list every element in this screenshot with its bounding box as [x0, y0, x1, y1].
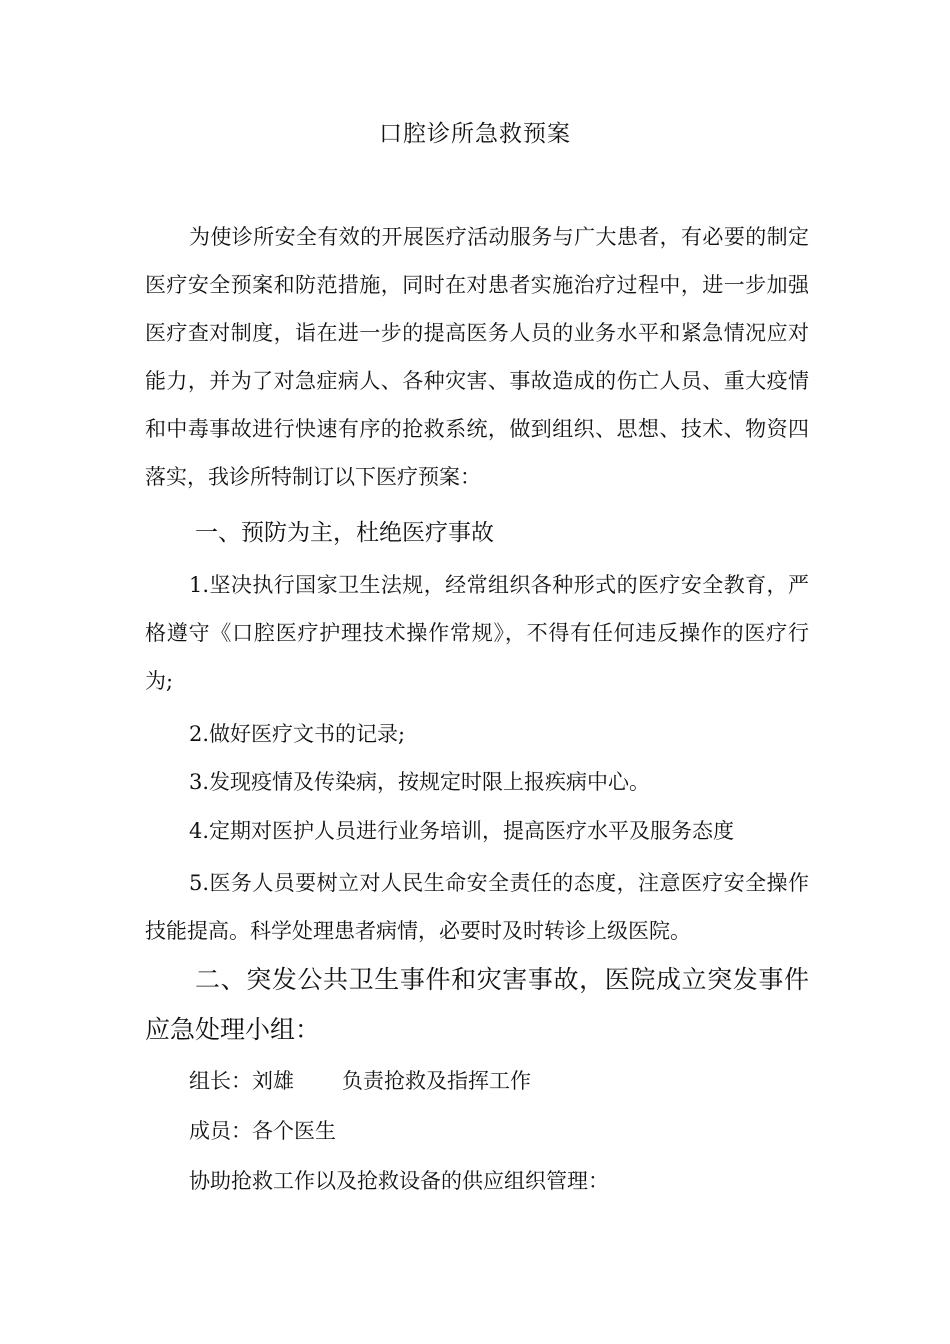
section1-item-3: 3.发现疫情及传染病，按规定时限上报疾病中心。 [189, 770, 651, 794]
leader-duty: 负责抢救及指挥工作 [342, 1069, 531, 1093]
section1-heading: 一、预防为主，杜绝医疗事故 [195, 520, 494, 546]
document-title: 口腔诊所急救预案 [379, 121, 571, 147]
leader-label: 组长：刘雄 [189, 1069, 294, 1093]
section1-item-2: 2.做好医疗文书的记录; [189, 722, 406, 746]
section1-item-4: 4.定期对医护人员进行业务培训，提高医疗水平及服务态度 [189, 819, 735, 843]
section1-item-1: 1.坚决执行国家卫生法规，经常组织各种形式的医疗安全教育，严格遵守《口腔医疗护理技术操作常规》，不得有任何违反操作的医疗行为; [145, 573, 809, 693]
section1-item-5: 5.医务人员要树立对人民生命安全责任的态度，注意医疗安全操作技能提高。科学处理患者病情，必要时及时转诊上级医院。 [145, 871, 809, 943]
assist-line: 协助抢救工作以及抢救设备的供应组织管理： [189, 1169, 609, 1193]
members-line: 成员：各个医生 [189, 1119, 336, 1143]
intro-paragraph: 为使诊所安全有效的开展医疗活动服务与广大患者，有必要的制定医疗安全预案和防范措施，同时在对患者实施治疗过程中，进一步加强医疗查对制度，诣在进一步的提高医务人员的业务水平和紧急情况应对能力，并为了对急症病人、各种灾害、事故造成的伤亡人员、重大疫情和中毒事故进行快速有序的抢救系统，做到组织、思想、技术、物资四落实，我诊所特制订以下医疗预案： [145, 225, 809, 489]
leader-line [145, 1061, 853, 1101]
section2-heading: 二、突发公共卫生事件和灾害事故，医院成立突发事件应急处理小组： [145, 965, 809, 1044]
